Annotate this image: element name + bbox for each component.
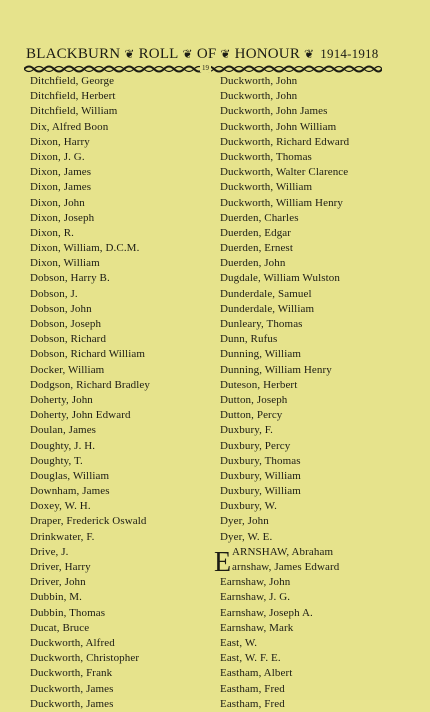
list-item: East, W. F. E. bbox=[220, 652, 281, 665]
list-item: Dixon, William bbox=[30, 257, 100, 270]
list-item: Duckworth, Walter Clarence bbox=[220, 166, 349, 179]
list-item: Ditchfield, Herbert bbox=[30, 90, 116, 103]
list-item: Dyer, W. E. bbox=[220, 530, 273, 543]
right-name-column bbox=[214, 74, 350, 712]
list-item: Downham, James bbox=[30, 485, 110, 498]
list-item: Doughty, J. H. bbox=[30, 439, 96, 452]
header-years: 1914-1918 bbox=[320, 46, 379, 61]
list-item: Duteson, Herbert bbox=[220, 378, 298, 391]
list-item: Duerden, John bbox=[220, 257, 286, 270]
list-item: Duckworth, William Henry bbox=[220, 196, 344, 209]
list-item: Duerden, Ernest bbox=[220, 242, 293, 255]
header-title-of: OF bbox=[196, 46, 217, 62]
list-item: Eastham, Albert bbox=[220, 667, 293, 680]
list-item: Duckworth, John James bbox=[220, 105, 328, 118]
list-item: Dobson, Richard bbox=[30, 333, 107, 346]
list-item: Duxbury, W. bbox=[220, 500, 277, 513]
fleur-icon: ❦ bbox=[220, 47, 231, 61]
page-header bbox=[26, 46, 386, 63]
list-item: Dobson, J. bbox=[30, 287, 78, 300]
list-item: Dix, Alfred Boon bbox=[30, 120, 109, 133]
header-title-blackburn: BLACKBURN bbox=[26, 46, 121, 62]
list-item: Dobson, Richard William bbox=[30, 348, 146, 361]
fleur-icon: ❦ bbox=[124, 47, 135, 61]
list-item: Dixon, J. G. bbox=[30, 150, 85, 163]
list-item: Drive, J. bbox=[30, 545, 69, 558]
list-item: Dubbin, Thomas bbox=[30, 606, 106, 619]
list-item: Earnshaw, Joseph A. bbox=[220, 606, 313, 619]
fleur-icon: ❦ bbox=[182, 47, 193, 61]
list-item: Draper, Frederick Oswald bbox=[30, 515, 147, 528]
header-title-roll: ROLL bbox=[138, 46, 179, 62]
list-item: Doughty, T. bbox=[30, 454, 83, 467]
list-item: Earnshaw, J. G. bbox=[220, 591, 291, 604]
list-item: Dunderdale, Samuel bbox=[220, 287, 312, 300]
right-column-d-names bbox=[220, 74, 349, 545]
list-item: Duxbury, Thomas bbox=[220, 454, 301, 467]
list-item: Ditchfield, William bbox=[30, 105, 118, 118]
list-item: Duckworth, Thomas bbox=[220, 150, 312, 163]
list-item: Duckworth, Richard Edward bbox=[220, 135, 350, 148]
list-item: Dixon, R. bbox=[30, 226, 74, 239]
list-item: Duckworth, John William bbox=[220, 120, 337, 133]
list-item: Dutton, Percy bbox=[220, 409, 283, 422]
list-item: Duckworth, James bbox=[30, 682, 114, 695]
list-item: Ditchfield, George bbox=[30, 75, 115, 87]
list-item: Dunn, Rufus bbox=[220, 333, 278, 346]
dropcap-letter: E bbox=[214, 546, 232, 578]
list-item: Doulan, James bbox=[30, 424, 97, 437]
list-item: Duckworth, John bbox=[220, 90, 298, 103]
list-item: Duerden, Charles bbox=[220, 211, 299, 224]
list-item: Duxbury, William bbox=[220, 469, 301, 482]
list-item: Dixon, John bbox=[30, 196, 85, 209]
list-item: East, W. bbox=[220, 636, 258, 649]
list-item: Dixon, James bbox=[30, 166, 92, 179]
left-name-column bbox=[30, 74, 150, 712]
list-item: arnshaw, James Edward bbox=[232, 561, 340, 573]
list-item: Doherty, John Edward bbox=[30, 409, 131, 422]
list-item: Driver, John bbox=[30, 576, 86, 589]
list-item: Dunderdale, William bbox=[220, 302, 315, 315]
list-item: Dugdale, William Wulston bbox=[220, 272, 340, 285]
page-number: 19 bbox=[202, 64, 209, 72]
list-item: Dodgson, Richard Bradley bbox=[30, 378, 151, 391]
list-item: Douglas, William bbox=[30, 469, 110, 482]
fleur-icon: ❦ bbox=[304, 47, 315, 61]
list-item: Dyer, John bbox=[220, 515, 269, 528]
list-item: Duckworth, Christopher bbox=[30, 652, 140, 665]
list-item: Dixon, James bbox=[30, 181, 92, 194]
list-item: ARNSHAW, Abraham bbox=[232, 545, 334, 558]
list-item: Dunning, William Henry bbox=[220, 363, 332, 376]
list-item: Duckworth, James bbox=[30, 697, 114, 710]
list-item: Eastham, Fred bbox=[220, 697, 285, 710]
list-item: Dixon, William, D.C.M. bbox=[30, 242, 140, 255]
list-item: Dutton, Joseph bbox=[220, 393, 288, 406]
header-title-honour: HONOUR bbox=[234, 46, 301, 62]
list-item: Dunning, William bbox=[220, 348, 302, 361]
list-item: Earnshaw, John bbox=[220, 576, 291, 589]
list-item: Duxbury, Percy bbox=[220, 439, 291, 452]
list-item: Duckworth, John bbox=[220, 75, 298, 87]
list-item: Driver, Harry bbox=[30, 561, 91, 573]
list-item: Duckworth, William bbox=[220, 181, 313, 194]
dropcap-entry-continued bbox=[220, 560, 349, 575]
list-item: Duxbury, F. bbox=[220, 424, 273, 437]
list-item: Docker, William bbox=[30, 363, 105, 376]
list-item: Ducat, Bruce bbox=[30, 621, 90, 634]
list-item: Doxey, W. H. bbox=[30, 500, 91, 513]
list-item: Dobson, Harry B. bbox=[30, 272, 110, 285]
list-item: Duxbury, William bbox=[220, 485, 301, 498]
list-item: Earnshaw, Mark bbox=[220, 621, 294, 634]
list-item: Dixon, Harry bbox=[30, 135, 90, 148]
list-item: Dubbin, M. bbox=[30, 591, 83, 604]
list-item: Dobson, Joseph bbox=[30, 318, 102, 330]
list-item: Doherty, John bbox=[30, 393, 93, 406]
list-item: Duckworth, Frank bbox=[30, 667, 113, 680]
list-item: Eastham, Fred bbox=[220, 682, 285, 695]
list-item: Dobson, John bbox=[30, 302, 92, 315]
right-column-e-names bbox=[220, 575, 349, 712]
list-item: Dunleary, Thomas bbox=[220, 318, 303, 330]
list-item: Dixon, Joseph bbox=[30, 211, 95, 224]
list-item: Drinkwater, F. bbox=[30, 530, 95, 543]
list-item: Duerden, Edgar bbox=[220, 226, 292, 239]
list-item: Duckworth, Alfred bbox=[30, 636, 115, 649]
